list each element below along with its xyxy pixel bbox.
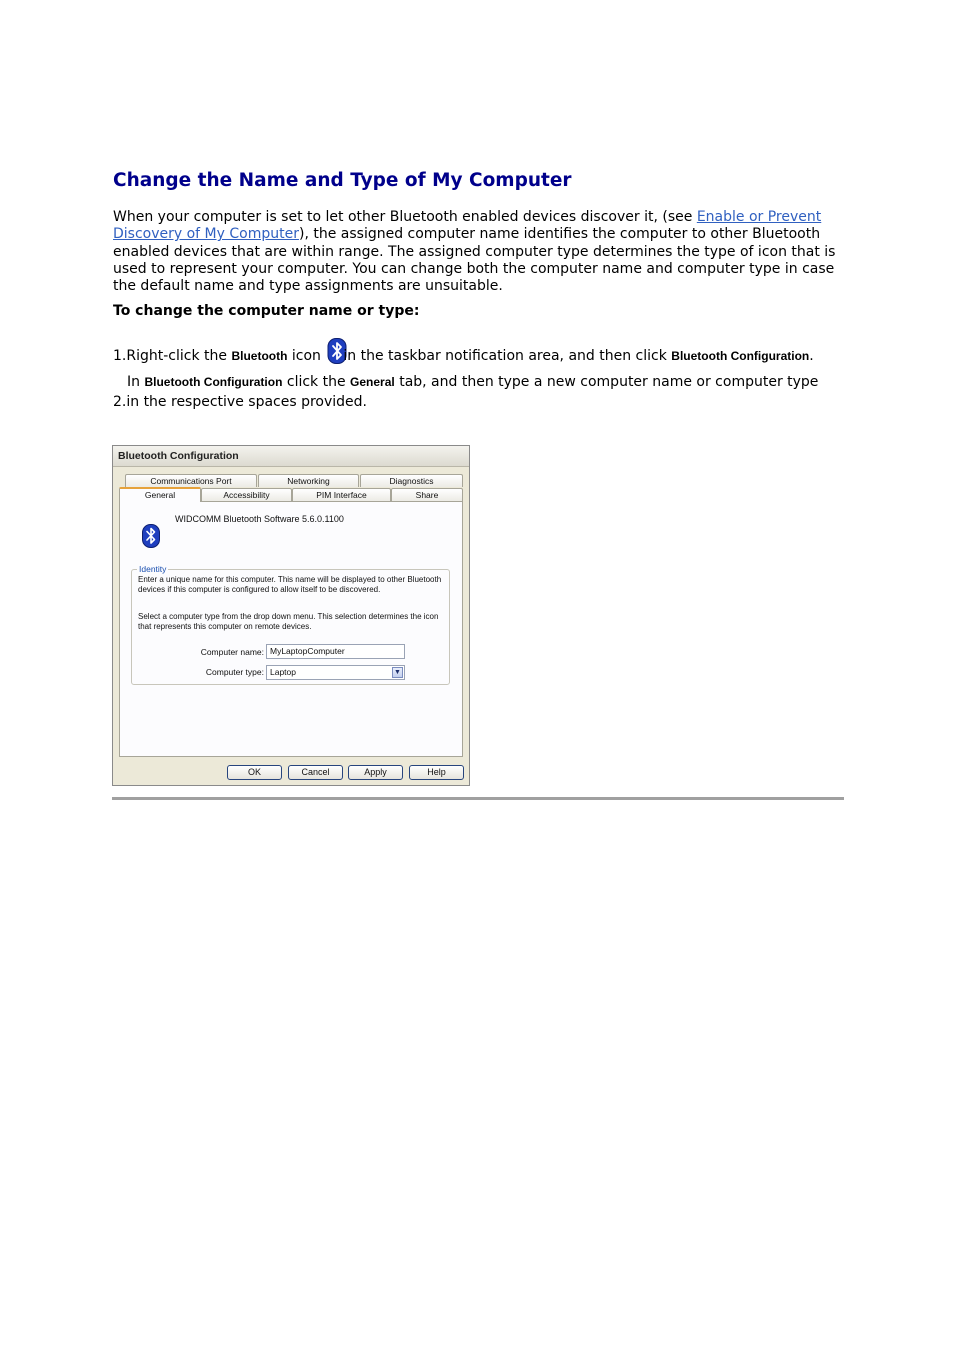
tab-diagnostics[interactable]: Diagnostics [360, 474, 463, 487]
step-1-number: 1. [113, 348, 127, 364]
computer-name-label: Computer name: [200, 647, 264, 657]
step-2-line-2 [113, 394, 367, 410]
bluetooth-logo-icon [142, 524, 160, 548]
step-1-ui-bluetooth: Bluetooth [231, 349, 288, 363]
computer-type-label: Computer type: [205, 667, 264, 677]
step-1-text-a: Right-click the [126, 348, 232, 364]
tab-general[interactable]: General [119, 487, 201, 502]
intro-text-end: ), the assigned computer name identifies the computer to other Bluetooth enabled devices that are within range. The assigned computer type determines the type of icon that is used to represent your computer. You can change both the computer name and computer type in case the default name and type assignments are unsuitable. [113, 226, 836, 295]
identity-text-2b: that represents this computer on remote devices. [138, 622, 312, 631]
identity-text-1a: Enter a unique name for this computer. This name will be displayed to other Bluetooth [138, 575, 442, 584]
step-2-line-1 [127, 374, 818, 390]
tab-networking[interactable]: Networking [258, 474, 359, 487]
chevron-down-icon[interactable]: ▼ [392, 667, 403, 678]
step-2-ui-general: General [350, 375, 395, 389]
discovery-link[interactable]: Enable or Prevent Discovery of My Computer [113, 209, 822, 243]
procedure-heading: To change the computer name or type: [113, 303, 420, 319]
computer-type-value: Laptop [270, 667, 296, 677]
apply-button[interactable]: Apply [348, 765, 403, 780]
general-tab-panel [119, 501, 463, 757]
step-1-text-c: in the taskbar notification area, and then click [343, 348, 672, 364]
computer-type-select[interactable] [266, 665, 405, 680]
tab-communications-port[interactable]: Communications Port [125, 474, 257, 487]
tab-pim-interface[interactable]: PIM Interface [292, 488, 391, 501]
step-1-text-b: icon [287, 348, 326, 364]
tab-share[interactable]: Share [391, 488, 463, 501]
step-1 [113, 338, 814, 364]
bluetooth-configuration-dialog [112, 445, 470, 786]
step-2-text-a: In [127, 374, 145, 390]
step-2-text-c: tab, and then type a new computer name or computer type [394, 374, 819, 390]
identity-text-1b: devices if this computer is configured to allow itself to be discovered. [138, 585, 381, 594]
software-version: WIDCOMM Bluetooth Software 5.6.0.1100 [175, 514, 344, 524]
step-2-text-b: click the [282, 374, 351, 390]
page-title: Change the Name and Type of My Computer [113, 170, 572, 191]
tab-accessibility[interactable]: Accessibility [201, 488, 292, 501]
computer-name-input[interactable]: MyLaptopComputer [266, 644, 405, 659]
dialog-title: Bluetooth Configuration [118, 450, 239, 462]
identity-group [131, 564, 450, 685]
horizontal-rule [112, 797, 844, 800]
step-2-ui-config: Bluetooth Configuration [144, 375, 283, 389]
cancel-button[interactable]: Cancel [288, 765, 343, 780]
ok-button[interactable]: OK [227, 765, 282, 780]
step-1-ui-config: Bluetooth Configuration [671, 349, 810, 363]
dialog-titlebar [113, 446, 469, 467]
step-2-text-d: in the respective spaces provided. [126, 394, 368, 410]
identity-legend: Identity [139, 564, 167, 574]
step-2-number: 2. [113, 394, 127, 410]
intro-paragraph [113, 209, 844, 295]
help-button[interactable]: Help [409, 765, 464, 780]
identity-text-2a: Select a computer type from the drop down menu. This selection determines the icon [138, 612, 439, 621]
intro-text-start: When your computer is set to let other Bluetooth enabled devices discover it, (see [113, 209, 697, 225]
step-1-text-d: . [809, 348, 814, 364]
